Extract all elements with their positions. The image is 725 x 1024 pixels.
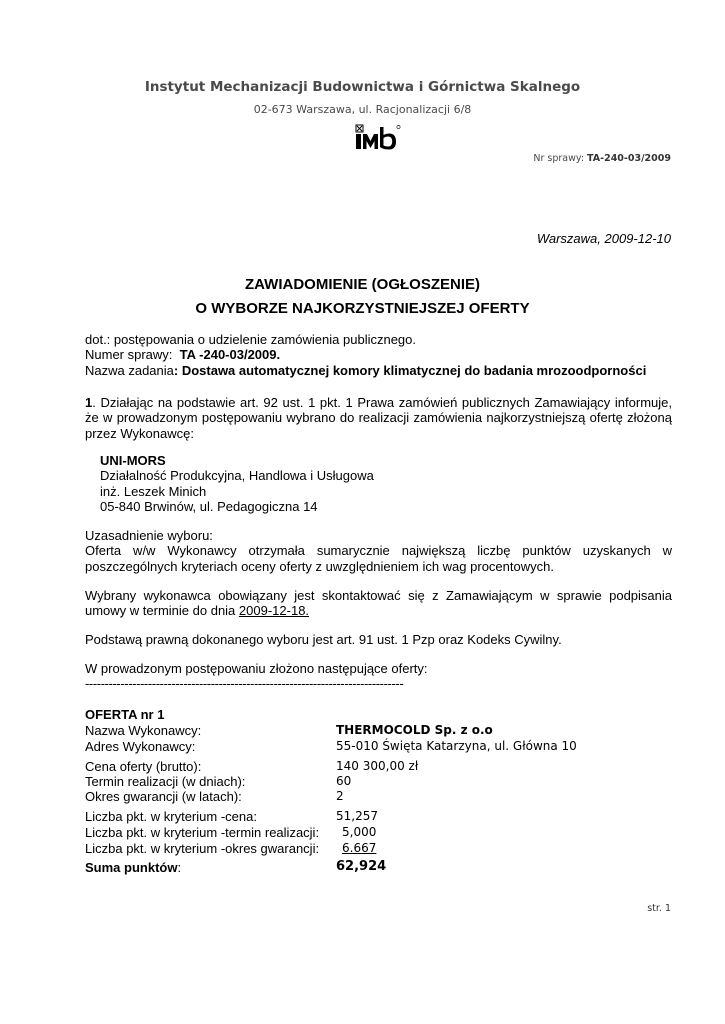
contractor-activity: Działalność Produkcyjna, Handlowa i Usługowa	[100, 468, 374, 483]
offer-sum-colon: :	[177, 860, 182, 875]
offer-term-label: Termin realizacji (w dniach):	[85, 774, 246, 789]
section1-line-2: że w prowadzonym postępowaniu wybrano do realizacji zamówienia najkorzystniejszą ofertę złożoną	[85, 410, 672, 425]
justification-heading: Uzasadnienie wyboru:	[85, 528, 213, 543]
imb-logo-icon	[355, 124, 401, 150]
contractor-name: UNI-MORS	[100, 453, 166, 468]
offer-pts-price-label: Liczba pkt. w kryterium -cena:	[85, 809, 257, 824]
offer-term-value: 60	[336, 774, 352, 788]
contact-line-2	[85, 603, 672, 619]
meta-case-value: TA -240-03/2009.	[179, 347, 281, 362]
offers-intro: W prowadzonym postępowaniu złożono następujące oferty:	[85, 661, 428, 676]
section1-line-1-text: . Działając na podstawie art. 92 ust. 1 pkt. 1 Prawa zamówień publicznych Zamawiający informuje,	[92, 395, 672, 410]
institute-address: 02-673 Warszawa, ul. Racjonalizacji 6/8	[253, 103, 472, 116]
meta-case	[85, 347, 280, 363]
case-value: TA-240-03/2009	[587, 153, 671, 164]
offer-pts-warranty-value: 6.667	[342, 841, 377, 855]
justification-line-2: poszczególnych kryteriach oceny oferty z uwzględnieniem ich wag procentowych.	[85, 559, 554, 574]
legal-basis: Podstawą prawną dokonanego wyboru jest art. 91 ust. 1 Pzp oraz Kodeks Cywilny.	[85, 632, 562, 647]
separator-line: ---------------------------------------------------------------------------------	[85, 676, 404, 691]
offer-price-value: 140 300,00 zł	[336, 759, 419, 773]
meta-dot: dot.: postępowania o udzielenie zamówienia publicznego.	[85, 332, 416, 347]
section1-line-3: przez Wykonawcę:	[85, 426, 194, 441]
offer-pts-warranty-label: Liczba pkt. w kryterium -okres gwarancji:	[85, 841, 320, 856]
offer-price-label: Cena oferty (brutto):	[85, 759, 202, 774]
offer-name-label: Nazwa Wykonawcy:	[85, 723, 202, 738]
offer-addr-label: Adres Wykonawcy:	[85, 739, 196, 754]
contact-line-2-text: umowy w terminie do dnia	[85, 603, 236, 618]
offer-pts-term-label: Liczba pkt. w kryterium -termin realizacji:	[85, 825, 320, 840]
institute-name: Instytut Mechanizacji Budownictwa i Górnictwa Skalnego	[144, 79, 581, 95]
contact-line-1: Wybrany wykonawca obowiązany jest skontaktować się z Zamawiającym w sprawie podpisania	[85, 588, 672, 603]
offer-heading: OFERTA nr 1	[85, 707, 165, 722]
meta-task	[85, 363, 646, 379]
offer-pts-price-value: 51,257	[336, 809, 378, 823]
offer-name-value: THERMOCOLD Sp. z o.o	[336, 723, 493, 737]
meta-task-label: Nazwa zadania	[85, 363, 174, 378]
case-label: Nr sprawy:	[533, 153, 585, 164]
justification-line-1: Oferta w/w Wykonawcy otrzymała sumarycznie największą liczbę punktów uzyskanych w	[85, 543, 672, 558]
meta-case-label: Numer sprawy:	[85, 347, 173, 362]
meta-task-value: : Dostawa automatycznej komory klimatycznej do badania mrozoodporności	[173, 363, 647, 378]
contractor-address: 05-840 Brwinów, ul. Pedagogiczna 14	[100, 499, 318, 514]
section1-number: 1	[85, 395, 93, 410]
contact-deadline: 2009-12-18.	[238, 603, 310, 618]
offer-sum-value: 62,924	[336, 859, 387, 874]
page-number: str. 1	[647, 903, 671, 914]
offer-sum-label-text: Suma punktów	[85, 860, 178, 875]
title-line-1: ZAWIADOMIENIE (OGŁOSZENIE)	[245, 276, 480, 293]
offer-pts-term-value: 5,000	[342, 825, 377, 839]
section1-line-1	[85, 395, 672, 411]
offer-sum-label	[85, 860, 181, 876]
contractor-person: inż. Leszek Minich	[100, 484, 207, 499]
offer-warranty-value: 2	[336, 789, 344, 803]
offer-addr-value: 55-010 Święta Katarzyna, ul. Główna 10	[336, 739, 577, 753]
document-date: Warszawa, 2009-12-10	[536, 231, 671, 246]
case-number-header	[533, 153, 671, 164]
offer-warranty-label: Okres gwarancji (w latach):	[85, 789, 242, 804]
title-line-2: O WYBORZE NAJKORZYSTNIEJSZEJ OFERTY	[195, 300, 530, 317]
